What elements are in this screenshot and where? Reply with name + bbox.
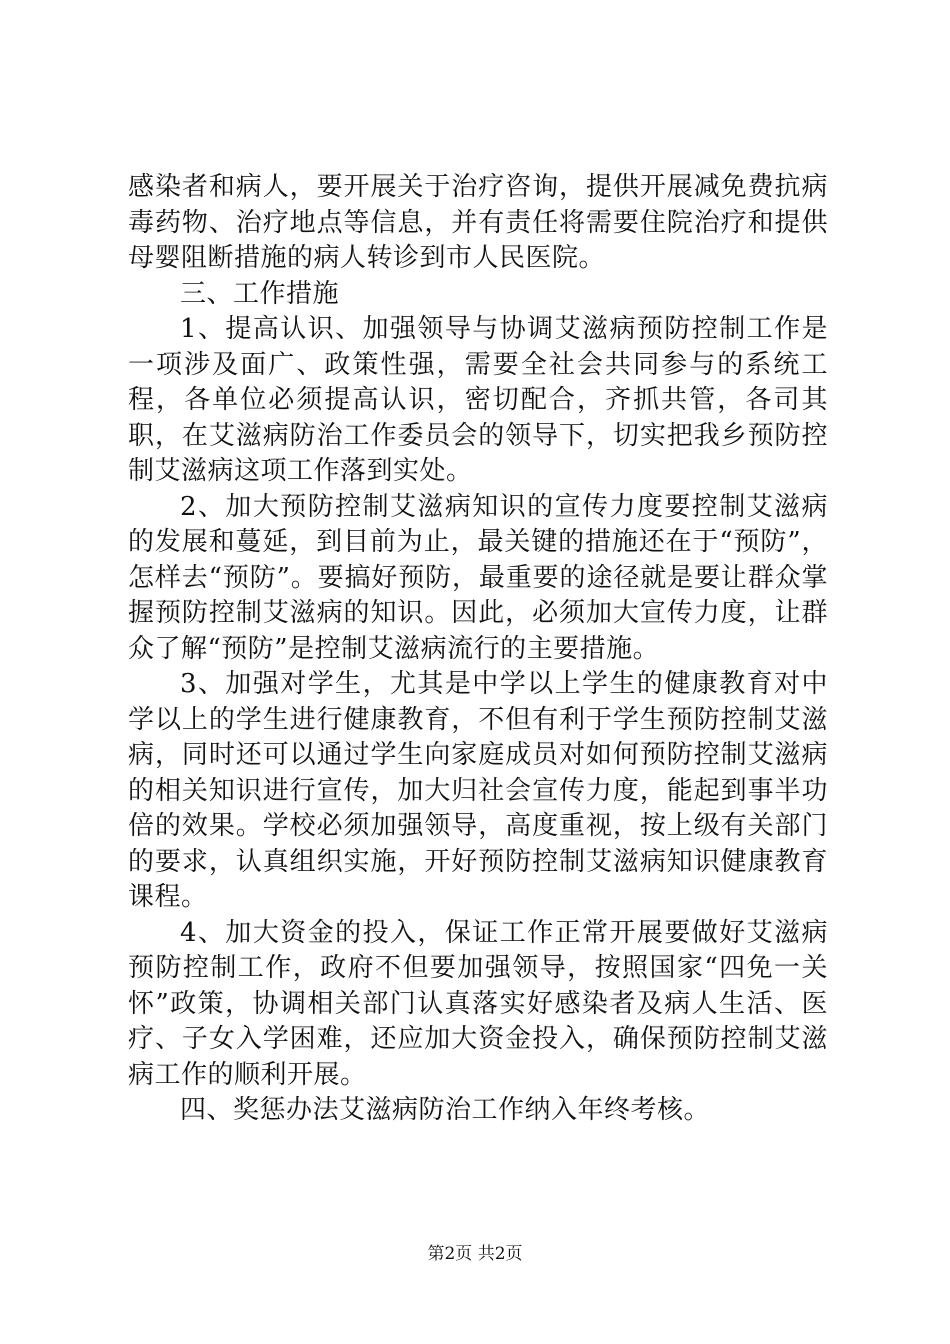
paragraph-measure-4: 4、加大资金的投入，保证工作正常开展要做好艾滋病预防控制工作，政府不但要加强领导，按照国家“四免一关怀”政策，协调相关部门认真落实好感染者及病人生活、医疗、子女入学困难，还应加大资金投入，确保预防控制艾滋病工作的顺利开展。 <box>128 917 828 1090</box>
paragraph-measure-1: 1、提高认识、加强领导与协调艾滋病预防控制工作是一项涉及面广、政策性强，需要全社会共同参与的系统工程，各单位必须提高认识，密切配合，齐抓共管，各司其职，在艾滋病防治工作委员会的领导下，切实把我乡预防控制艾滋病这项工作落到实处。 <box>128 314 828 486</box>
section-heading-work-measures: 三、工作措施 <box>180 278 340 309</box>
page-number-footer: 第2页 共2页 <box>427 1244 523 1264</box>
paragraph-continuation: 感染者和病人，要开展关于治疗咨询，提供开展减免费抗病毒药物、治疗地点等信息，并有责任将需要住院治疗和提供母婴阻断措施的病人转诊到市人民医院。 <box>128 172 828 273</box>
document-body <box>128 170 828 1129</box>
section-heading-rewards-penalties: 四、奖惩办法艾滋病防治工作纳入年终考核。 <box>180 1095 711 1125</box>
paragraph-measure-2: 2、加大预防控制艾滋病知识的宣传力度要控制艾滋病的发展和蔓延，到目前为止，最关键的措施还在于“预防”，怎样去“预防”。要搞好预防，最重要的途径就是要让群众掌握预防控制艾滋病的知识。因此，必须加大宣传力度，让群众了解“预防”是控制艾滋病流行的主要措施。 <box>128 491 828 664</box>
paragraph-measure-3: 3、加强对学生，尤其是中学以上学生的健康教育对中学以上的学生进行健康教育，不但有利于学生预防控制艾滋病，同时还可以通过学生向家庭成员对如何预防控制艾滋病的相关知识进行宣传，加大归社会宣传力度，能起到事半功倍的效果。学校必须加强领导，高度重视，按上级有关部门的要求，认真组织实施，开好预防控制艾滋病知识健康教育课程。 <box>128 669 828 912</box>
